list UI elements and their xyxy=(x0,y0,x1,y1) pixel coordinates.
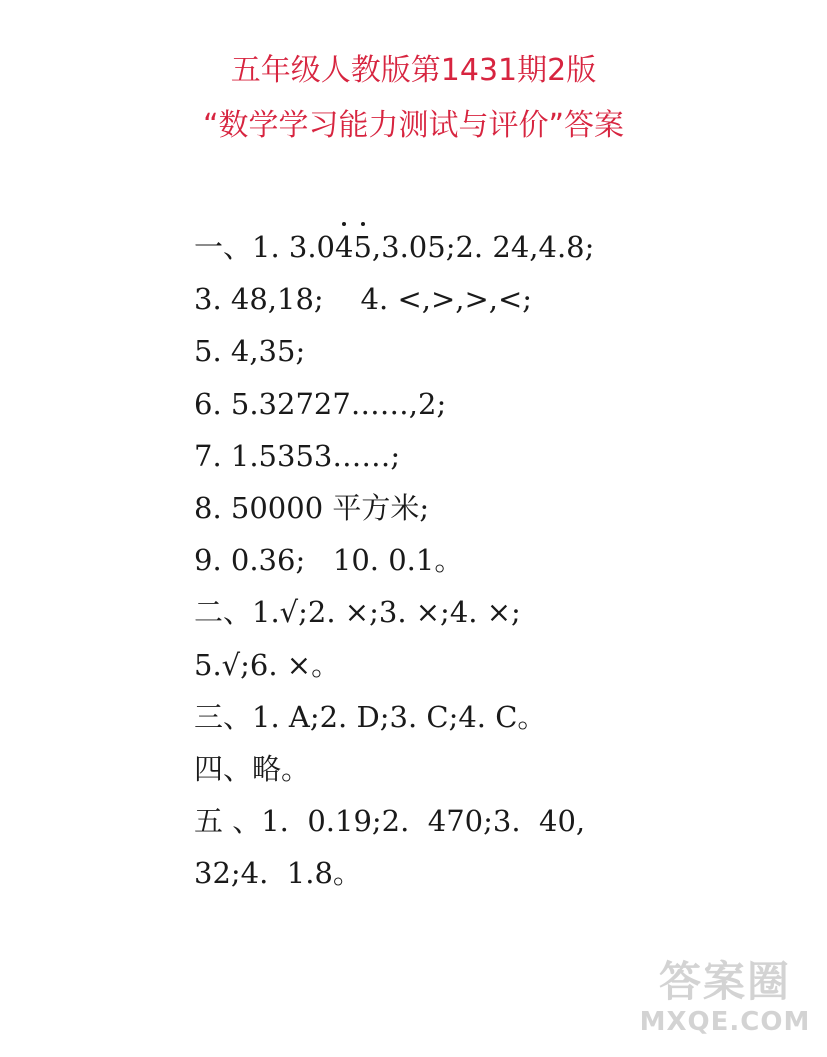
answer-line-10: 三、1. A;2. D;3. C;4. C。 xyxy=(194,699,547,734)
answer-line-7: 9. 0.36; 10. 0.1。 xyxy=(194,543,464,578)
answer-line-1-prefix: 一、1. 3.0 xyxy=(194,230,336,264)
answer-line-1-suffix: ,3.05;2. 24,4.8; xyxy=(371,230,595,264)
page-title-line1: 五年级人教版第1431期2版 xyxy=(230,53,597,88)
answer-line-8: 二、1.√;2. ×;3. ×;4. ×; xyxy=(194,595,521,630)
answer-line-12: 五 、1. 0.19;2. 470;3. 40, xyxy=(194,804,586,839)
repeating-digit-end: 5 xyxy=(353,225,371,269)
answer-line-6: 8. 50000 平方米; xyxy=(194,490,430,525)
watermark xyxy=(635,957,815,1049)
answer-line-1 xyxy=(194,225,754,277)
answer-line-11: 四、略。 xyxy=(194,751,311,786)
answer-line-4: 6. 5.32727……,2; xyxy=(194,386,447,421)
watermark-logo: 答案圈 xyxy=(658,957,791,1006)
page-title-line2: “数学学习能力测试与评价”答案 xyxy=(202,108,625,143)
repeating-digit-start: 4 xyxy=(335,225,353,269)
answer-line-2: 3. 48,18; 4. <,>,>,<; xyxy=(194,282,533,317)
watermark-url: MXQE.COM xyxy=(639,1007,811,1037)
answer-line-3: 5. 4,35; xyxy=(194,334,306,369)
answer-line-13: 32;4. 1.8。 xyxy=(194,856,362,891)
answer-line-5: 7. 1.5353……; xyxy=(194,438,401,473)
answer-line-9: 5.√;6. ×。 xyxy=(194,647,341,682)
answer-list xyxy=(194,225,754,903)
